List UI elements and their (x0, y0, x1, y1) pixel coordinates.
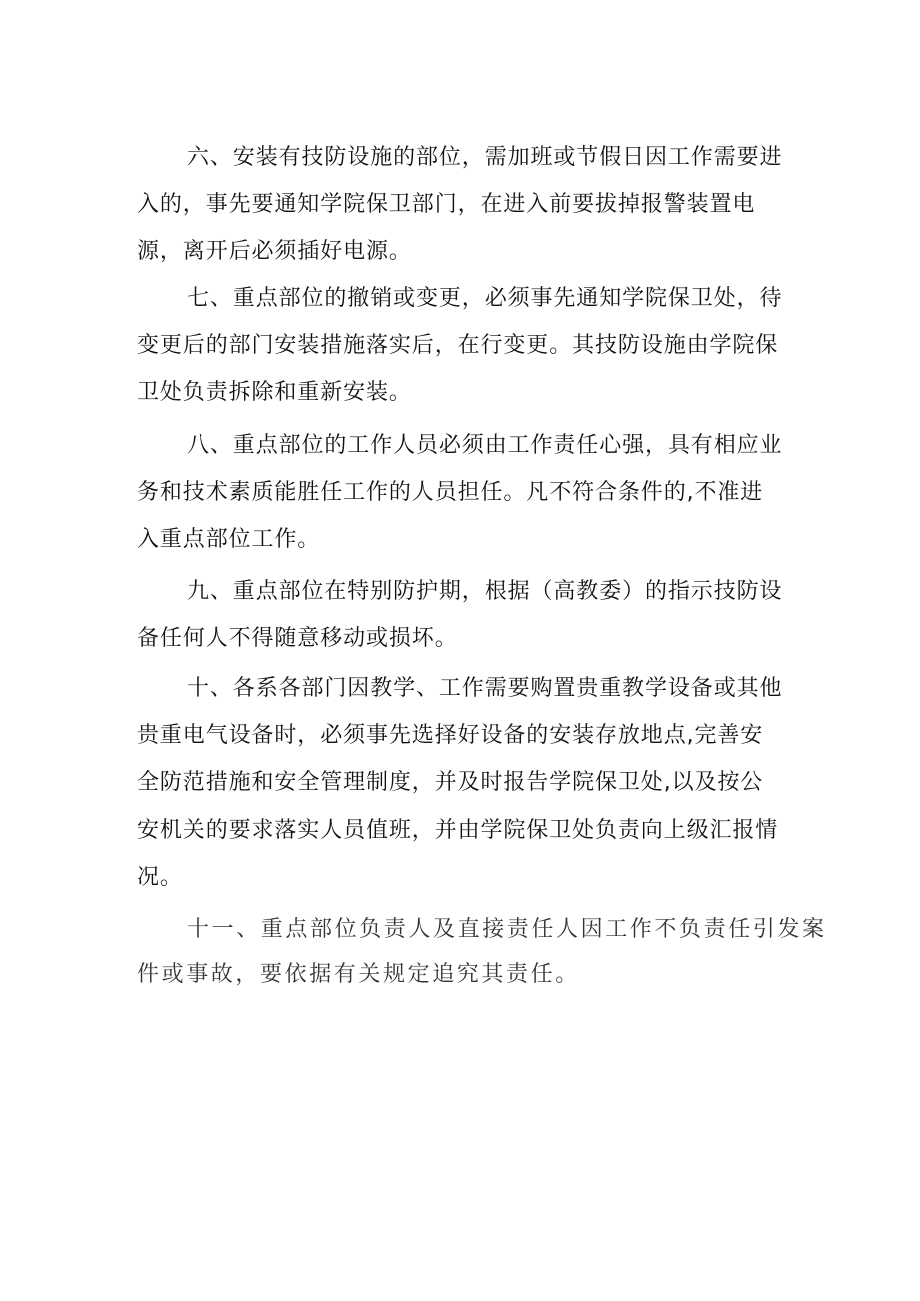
paragraph-line: 安机关的要求落实人员值班，并由学院保卫处负责向上级汇报情 (137, 818, 779, 843)
paragraph-line: 全防范措施和安全管理制度，并及时报告学院保卫处,以及按公 (137, 770, 764, 795)
paragraph-line: 六、安装有技防设施的部位，需加班或节假日因工作需要进 (187, 145, 783, 170)
paragraph-line: 八、重点部位的工作人员必须由工作责任心强，具有相应业 (187, 433, 783, 458)
paragraph-line: 况。 (137, 865, 183, 890)
paragraph-line: 贵重电气设备时，必须事先选择好设备的安装存放地点,完善安 (137, 723, 764, 748)
paragraph-line: 十一、重点部位负责人及直接责任人因工作不负责任引发案 (187, 917, 827, 942)
paragraph-line: 源，离开后必须插好电源。 (137, 239, 412, 264)
paragraph-line: 入重点部位工作。 (137, 527, 321, 552)
paragraph-line: 卫处负责拆除和重新安装。 (137, 380, 412, 405)
paragraph-line: 七、重点部位的撤销或变更，必须事先通知学院保卫处，待 (187, 286, 783, 311)
paragraph-line: 备任何人不得随意移动或损坏。 (137, 626, 458, 651)
paragraph-line: 十、各系各部门因教学、工作需要购置贵重教学设备或其他 (187, 676, 783, 701)
paragraph-line: 变更后的部门安装措施落实后，在行变更。其技防设施由学院保 (137, 333, 779, 358)
paragraph-line: 九、重点部位在特别防护期，根据（高教委）的指示技防设 (187, 579, 783, 604)
paragraph-line: 务和技术素质能胜任工作的人员担任。凡不符合条件的,不准进 (137, 480, 764, 505)
paragraph-line: 件或事故，要依据有关规定追究其责任。 (137, 962, 580, 987)
paragraph-line: 入的，事先要通知学院保卫部门，在进入前要拔掉报警装置电 (137, 192, 756, 217)
